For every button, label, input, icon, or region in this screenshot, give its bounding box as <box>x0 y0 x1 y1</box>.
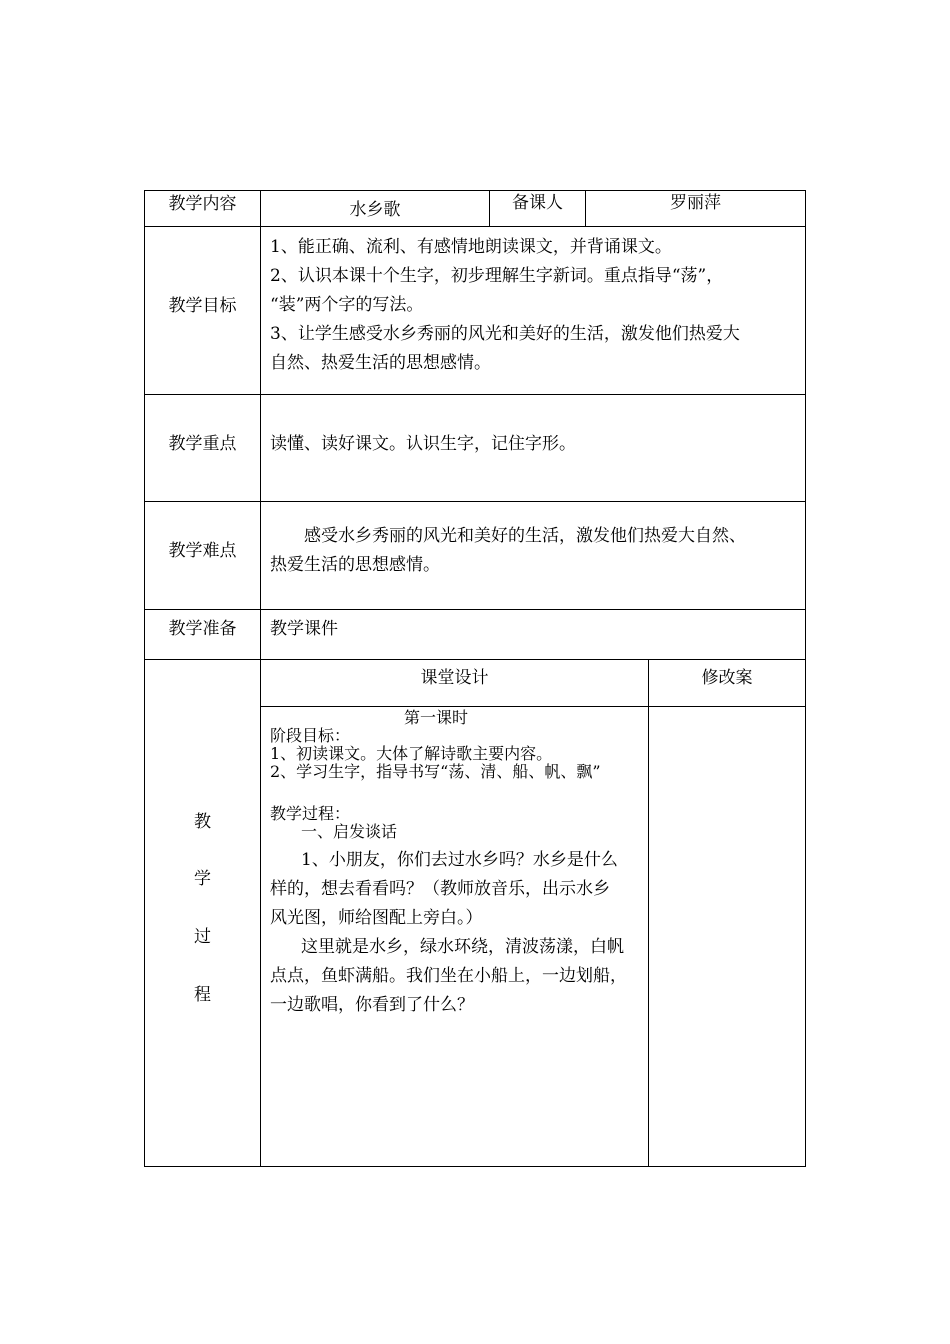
process-line: 这里就是水乡，绿水环绕，清波荡漾，白帆 <box>301 937 624 957</box>
process-line: 一边歌唱，你看到了什么？ <box>270 995 474 1015</box>
goal-line: 3、让学生感受水乡秀丽的风光和美好的生活，激发他们热爱大 <box>270 324 740 344</box>
process-body-text <box>270 846 627 1020</box>
goal-line: 自然、热爱生活的思想感情。 <box>270 353 491 373</box>
preparer-label: 备课人 <box>512 193 563 213</box>
stage-goal-item: 1、初读课文。大体了解诗歌主要内容。 <box>270 744 553 763</box>
process-step-heading: 一、启发谈话 <box>301 822 398 841</box>
content-label: 教学内容 <box>168 194 237 214</box>
design-column-header: 课堂设计 <box>420 668 489 688</box>
process-header-divider <box>260 706 806 707</box>
goal-line: “装”两个字的写法。 <box>270 295 424 315</box>
revision-column-divider <box>648 659 649 1167</box>
process-line: 1、小朋友，你们去过水乡吗？水乡是什么 <box>301 850 618 870</box>
difficulty-label: 教学难点 <box>168 541 237 561</box>
goals-label: 教学目标 <box>168 296 237 316</box>
table-border-bottom <box>144 1166 806 1167</box>
stage-goal-item: 2、学习生字，指导书写“荡、清、船、帆、飘” <box>270 762 601 781</box>
lesson-title: 水乡歌 <box>349 200 401 220</box>
process-label-char: 过 <box>194 927 211 947</box>
key-points-label: 教学重点 <box>168 434 237 454</box>
key-points-text: 读懂、读好课文。认识生字，记住字形。 <box>270 434 576 454</box>
table-border-top <box>144 190 806 191</box>
stage-goal-label: 阶段目标： <box>270 726 351 745</box>
difficulty-text <box>270 522 746 580</box>
difficulty-line: 感受水乡秀丽的风光和美好的生活，激发他们热爱大自然、 <box>304 526 746 546</box>
row-divider <box>144 609 806 610</box>
difficulty-line: 热爱生活的思想感情。 <box>270 555 440 575</box>
table-border-left <box>144 190 145 1167</box>
process-line: 点点，鱼虾满船。我们坐在小船上，一边划船， <box>270 966 627 986</box>
preparation-label: 教学准备 <box>168 619 237 639</box>
table-border-right <box>805 190 806 1167</box>
preparation-text: 教学课件 <box>270 619 338 639</box>
process-label-char: 学 <box>194 869 211 889</box>
process-label-char: 程 <box>194 985 211 1005</box>
lesson-period-title: 第一课时 <box>404 708 469 727</box>
process-line: 风光图，师给图配上旁白。） <box>270 908 483 928</box>
goal-line: 2、认识本课十个生字，初步理解生字新词。重点指导“荡”， <box>270 266 724 286</box>
process-line: 样的，想去看看吗？（教师放音乐，出示水乡 <box>270 879 610 899</box>
goals-text <box>270 233 740 378</box>
revision-column-header: 修改案 <box>701 668 753 688</box>
row-divider <box>144 394 806 395</box>
preparer-name: 罗丽萍 <box>670 193 721 213</box>
process-label-char: 教 <box>194 812 211 832</box>
row-divider <box>144 226 806 227</box>
goal-line: 1、能正确、流利、有感情地朗读课文，并背诵课文。 <box>270 237 672 257</box>
row-divider <box>144 659 806 660</box>
process-steps-label: 教学过程： <box>270 804 351 823</box>
row-divider <box>144 501 806 502</box>
